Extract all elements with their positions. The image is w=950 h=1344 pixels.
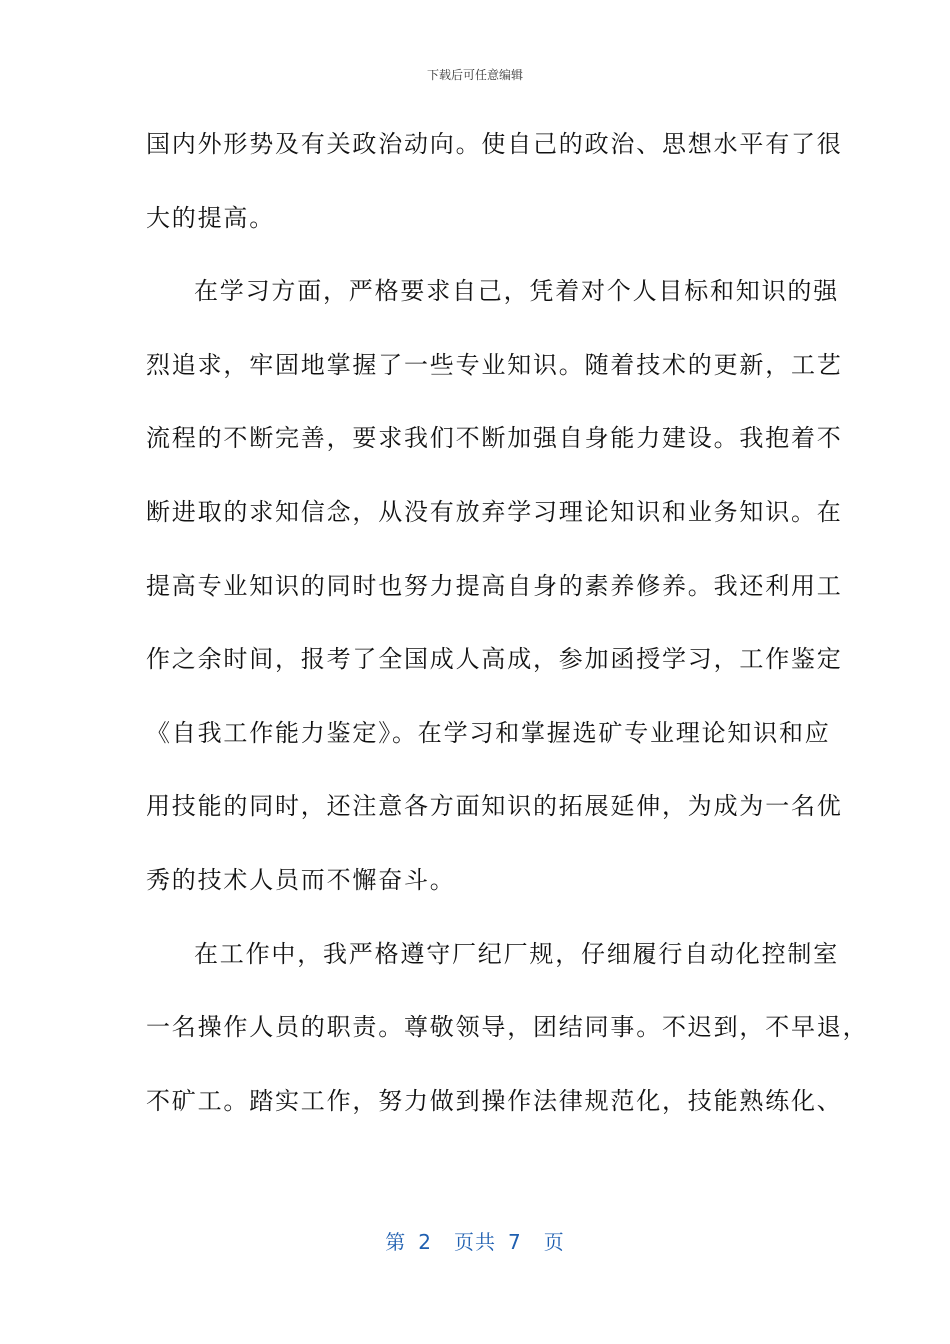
page-label-middle: 页共 [454,1230,496,1254]
text-line: 断进取的求知信念，从没有放弃学习理论知识和业务知识。在 [146,497,843,526]
text-line: 秀的技术人员而不懈奋斗。 [146,865,456,894]
text-line: 作之余时间，报考了全国成人高成，参加函授学习，工作鉴定 [146,645,843,674]
document-body [146,118,869,1148]
text-line: 国内外形势及有关政治动向。使自己的政治、思想水平有了很 [146,130,843,158]
page-label-suffix: 页 [543,1230,565,1254]
page-header-note: 下载后可任意编辑 [426,68,523,82]
text-line: 流程的不断完善，要求我们不断加强自身能力建设。我抱着不 [146,424,843,453]
text-line: 《自我工作能力鉴定》。在学习和掌握选矿专业理论知识和应 [146,718,831,747]
text-line: 提高专业知识的同时也努力提高自身的素养修养。我还利用工 [146,571,843,600]
text-line: 一名操作人员的职责。尊敬领导，团结同事。不迟到，不早退， [146,1013,869,1042]
paragraph-start-line: 在工作中，我严格遵守厂纪厂规，仔细履行自动化控制室 [194,939,839,968]
text-line: 用技能的同时，还注意各方面知识的拓展延伸，为成为一名优 [146,792,843,821]
paragraph-start-line: 在学习方面，严格要求自己，凭着对个人目标和知识的强 [194,277,839,306]
page-label-prefix: 第 [385,1230,407,1254]
current-page-number: 2 [418,1230,432,1254]
text-line: 大的提高。 [146,203,275,232]
text-line: 烈追求，牢固地掌握了一些专业知识。随着技术的更新，工艺 [146,350,843,379]
text-line: 不矿工。踏实工作，努力做到操作法律规范化，技能熟练化、 [146,1086,843,1115]
page-number-footer [0,1226,950,1255]
total-page-count: 7 [508,1230,522,1254]
